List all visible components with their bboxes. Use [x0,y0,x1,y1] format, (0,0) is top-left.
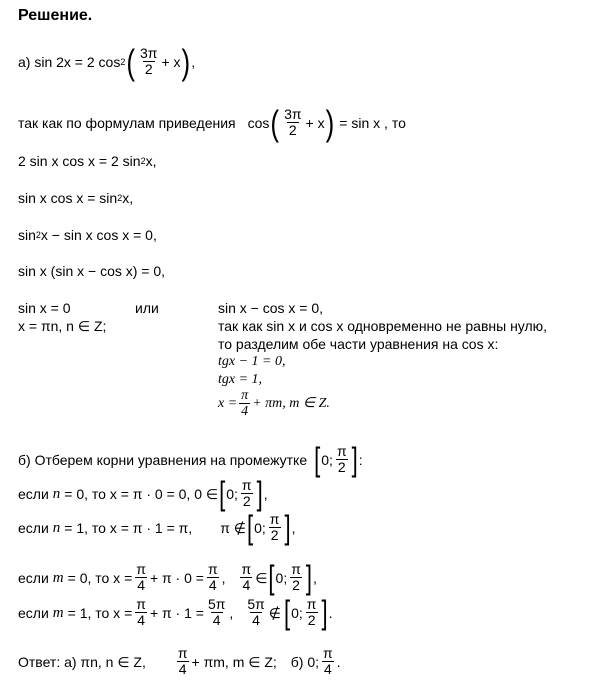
punct: , [229,604,234,621]
step-1-left: 2 sin x cos x = 2 sin [18,153,141,169]
case-n0 [18,474,268,512]
fraction: $\frac{3\pi}{2}$ [140,45,158,77]
root-m [218,388,330,419]
step-5-left: sin x = 0 [18,300,71,316]
case-n1-notin: π ∉ [220,519,246,536]
reduction-after: + x [305,114,325,131]
case-n0-mid: = 0, то x = π · 0 = 0, 0 ∈ [64,485,219,502]
case-m1-mid2: + π · 1 = [149,604,204,621]
left-bracket: [ [219,474,226,512]
step-3-right: x − sin x cos x = 0, [40,227,157,243]
step-4: sin x (sin x − cos x) = 0, [18,263,166,279]
step-2-right: x, [122,190,134,206]
right-bracket: ] [256,474,263,512]
punct: : [358,451,363,468]
fraction: $\frac{\pi}{4}$ [241,388,249,419]
step-5-or: или [135,300,159,316]
fraction: $\frac{\pi}{4}$ [241,561,252,593]
step-8: tgx − 1 = 0, [218,354,286,369]
if-label: если [18,604,49,621]
fraction: $\frac{\pi}{2}$ [291,561,301,593]
step-1: 2 sin x cos x = 2 sin 2 x, [18,153,157,169]
root-m-post: + πm, m ∈ Z. [252,395,330,411]
answer [18,646,341,677]
fraction: $\frac{\pi}{2}$ [269,511,280,543]
punct: , [291,519,296,536]
step-6-right: так как sin x и cos x одновременно не равны нулю, [218,318,548,334]
punct: , [191,53,196,70]
part-b-text: б) Отберем корни уравнения на промежутке [18,451,308,468]
left-paren: ( [126,41,136,82]
solution-title: Решение. [18,7,93,24]
case-n1 [18,508,296,546]
case-n1-mid: = 1, то x = π · 1 = π, [64,519,193,536]
var-m: m [52,569,64,586]
eq-a-after: + x [161,53,181,70]
not-element-of: ∉ [268,604,281,621]
element-of: ∈ [255,569,268,586]
fraction: $\frac{3\pi}{2}$ [284,106,302,138]
step-1-right: x, [145,153,157,169]
fraction: $\frac{\pi}{2}$ [306,596,317,628]
step-2: sin x cos x = sin 2 x, [18,190,134,206]
reduction-text: так как по формулам приведения [18,114,236,131]
case-m1 [18,593,333,631]
root-m-pre: x = [218,395,238,411]
right-paren: ) [325,102,335,143]
fraction: $\frac{\pi}{4}$ [136,596,146,628]
interval-start: 0; [254,519,266,536]
var-n: n [52,519,61,536]
right-bracket: ] [321,593,328,631]
step-3-left: sin [18,227,36,243]
fraction: $\frac{5\pi}{4}$ [207,596,226,628]
step-2-left: sin x cos x = sin [18,190,118,206]
fraction: $\frac{\pi}{2}$ [241,477,252,509]
punct: . [328,604,333,621]
step-5-right: sin x − cos x = 0, [218,300,324,316]
root-n: x = πn, n ∈ Z; [18,318,107,334]
part-b [18,440,363,478]
right-paren: ) [181,41,191,82]
eq-a-prefix: а) sin 2x = 2 cos [18,53,121,70]
punct: , [221,569,226,586]
equation-a: а) sin 2x = 2 cos 2 ( $\frac{3\pi}{2}$ + x ) , [18,41,196,82]
answer-b: б) 0; [290,653,320,670]
left-paren: ( [270,102,280,143]
if-label: если [18,519,49,536]
cos-label: cos [247,114,270,131]
fraction: $\frac{\pi}{4}$ [207,561,218,593]
reduction-eq: = sin x , то [339,114,406,131]
left-bracket: [ [268,558,275,596]
left-bracket: [ [283,593,291,631]
punct: . [336,653,341,670]
var-m: m [52,604,64,621]
interval-start: 0; [275,569,288,586]
reduction-line [18,102,406,143]
var-n: n [52,485,61,502]
answer-label: Ответ: а) πn, n ∈ Z, [18,653,146,670]
right-bracket: ] [284,508,291,546]
answer-mid: + πm, m ∈ Z; [191,653,277,670]
left-bracket: [ [246,508,254,546]
fraction: $\frac{\pi}{4}$ [136,561,146,593]
step-3: sin 2 x − sin x cos x = 0, [18,227,157,243]
step-7: то разделим обе части уравнения на cos x: [218,336,499,352]
right-bracket: ] [305,558,313,596]
case-m1-mid: = 1, то x = [67,604,133,621]
fraction: $\frac{\pi}{4}$ [177,645,188,677]
step-9: tgx = 1, [218,372,263,387]
case-m0-mid: = 0, то x = [67,569,133,586]
if-label: если [18,569,49,586]
interval-start: 0; [321,451,333,468]
interval-start: 0; [291,604,303,621]
interval-start: 0; [226,485,238,502]
case-m0-mid2: + π · 0 = [149,569,204,586]
fraction: $\frac{\pi}{2}$ [336,443,347,475]
case-m0 [18,558,317,596]
left-bracket: [ [314,440,321,478]
fraction: $\frac{5\pi}{4}$ [247,596,265,628]
punct: , [313,569,317,586]
fraction: $\frac{\pi}{4}$ [323,645,333,677]
punct: , [263,485,268,502]
if-label: если [18,485,49,502]
right-bracket: ] [351,440,358,478]
